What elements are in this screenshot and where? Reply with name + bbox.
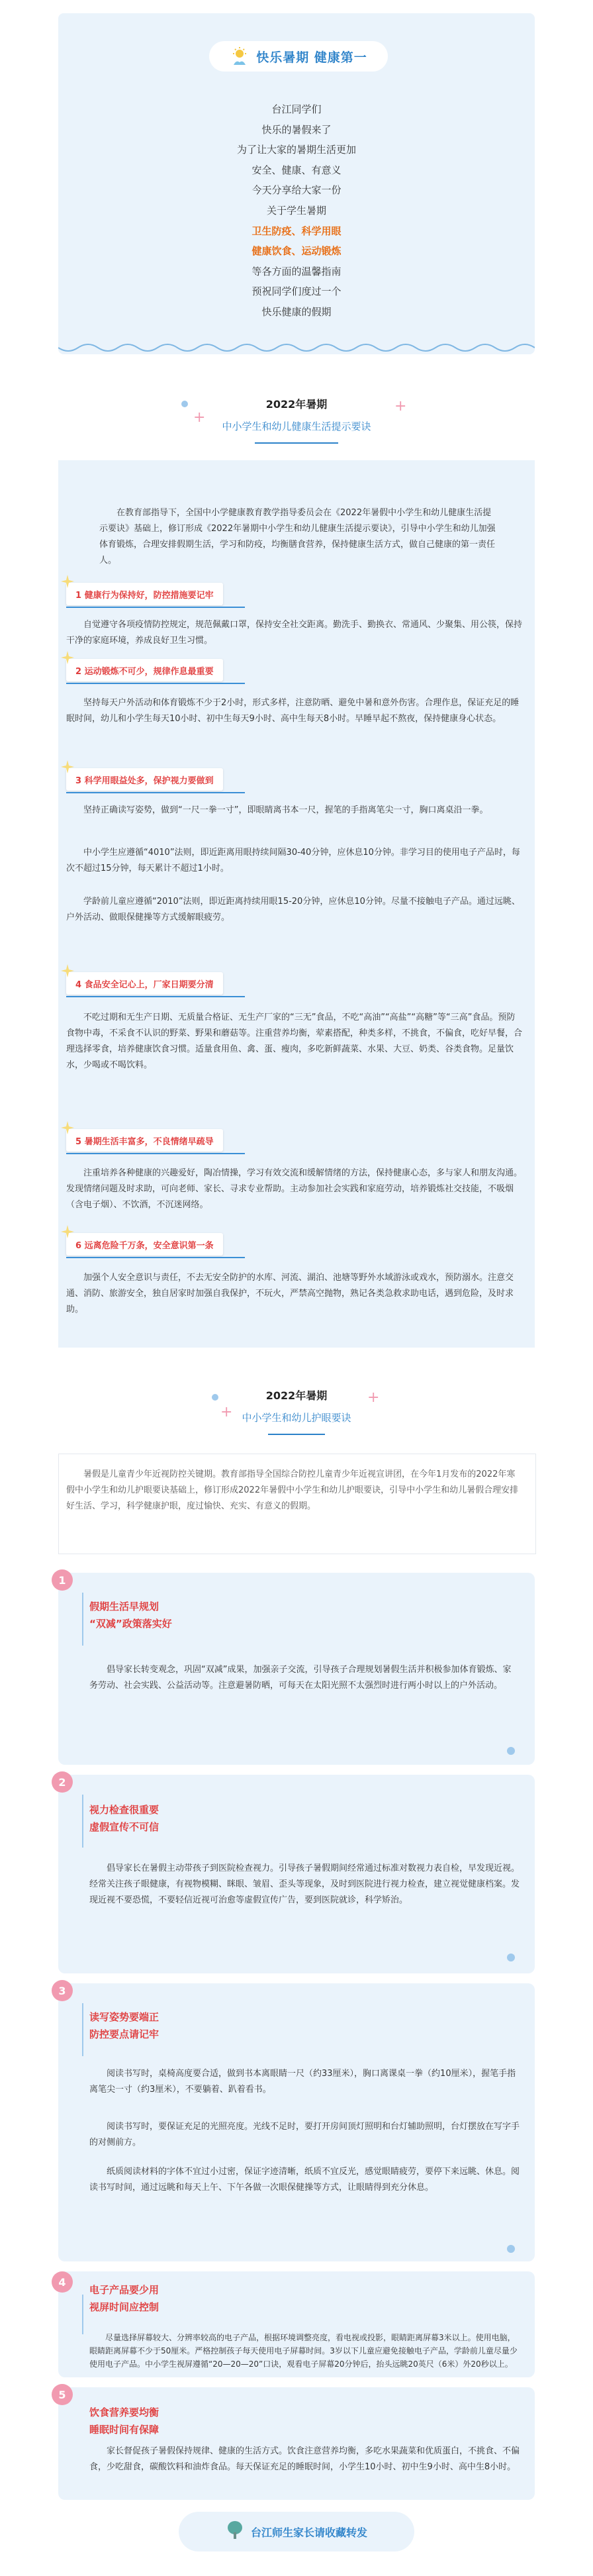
section1-subtitle: 中小学生和幼儿健康生活提示要诀 xyxy=(222,421,371,432)
intro-line: 关于学生暑期 xyxy=(266,204,326,217)
sun-icon xyxy=(230,46,250,66)
plus-decor-icon: + xyxy=(367,1389,380,1406)
footer-pill xyxy=(179,2512,414,2551)
star-icon xyxy=(60,573,75,592)
section2-year: 2022年暑期 xyxy=(265,1389,328,1402)
title-underline xyxy=(268,1434,325,1435)
title-pill xyxy=(209,41,388,72)
intro-lines xyxy=(58,99,535,322)
star-icon xyxy=(60,963,75,981)
timeline-line xyxy=(82,2295,83,2334)
timeline-line xyxy=(82,2003,83,2056)
eye-heading-line: 饮食营养要均衡 xyxy=(89,2406,160,2418)
item-body: 加强个人安全意识与责任，不去无安全防护的水库、河流、湖泊、池塘等野外水域游泳或戏水，预防溺水。注意交通、消防、旅游安全，独自居家时加强自我保护，不玩火，严禁高空抛物，熟记各类急救求助电话，遇到危险，及时求助。 xyxy=(66,1273,514,1314)
eye-heading-line: 电子产品要少用 xyxy=(89,2284,160,2296)
item-title: 5 暑期生活丰富多，不良情绪早疏导 xyxy=(75,1136,214,1147)
item-body: 注重培养各种健康的兴趣爱好，陶冶情操，学习有效交流和缓解情绪的方法，保持健康心态，多与家人和朋友沟通。发现情绪问题及时求助，可向老师、家长、寻求专业帮助。主动参加社会实践和家庭劳动，培养锻炼社交技能，不吸烟（含电子烟）、不饮酒，不沉迷网络。 xyxy=(66,1168,523,1210)
eye-body: 倡导家长在暑假主动带孩子到医院检查视力。引导孩子暑假期间经常通过标准对数视力表自检，早发现近视。经常关注孩子眼健康，有视物模糊、眯眼、皱眉、歪头等现象，及时到医院进行视力检查，建立视觉健康档案。发现近视不要恐慌，不要轻信近视可治愈等虚假宣传广告，要到医院就诊，科学矫治。 xyxy=(89,1863,520,1905)
intro-line: 安全、健康、有意义 xyxy=(251,164,342,176)
item-tag xyxy=(66,659,223,681)
footer-text: 台江师生家长请收藏转发 xyxy=(250,2526,367,2539)
tag-underline xyxy=(66,1257,245,1258)
star-icon xyxy=(60,650,75,668)
tree-icon xyxy=(226,2520,244,2543)
eye-body: 家长督促孩子暑假保持规律、健康的生活方式。饮食注意营养均衡，多吃水果蔬菜和优质蛋白，不挑食、不偏食，少吃甜食，碳酸饮料和油炸食品。每天保证充足的睡眠时间，小学生10小时、初中生9小时、高中生8小时。 xyxy=(89,2446,520,2472)
item-title: 6 远离危险千万条，安全意识第一条 xyxy=(75,1240,214,1251)
plus-decor-icon: + xyxy=(193,409,206,426)
timeline-line xyxy=(82,1795,83,1848)
item-tag xyxy=(66,768,223,791)
item-body: 学龄前儿童应遵循“2010”法则，即近距离持续用眼15-20分钟，应休息10分钟。尽量不接触电子产品。通过远眺、户外活动、做眼保健操等方式缓解眼疲劳。 xyxy=(66,897,520,922)
eye-body: 倡导家长转变观念，巩固“双减”成果，加强亲子交流，引导孩子合理规划暑假生活并积极参加体育锻炼、家务劳动、社会实践、公益活动等。注意避暑防晒，可每天在太阳光照不太强烈时进行两小时以上的户外活动。 xyxy=(89,1665,512,1691)
intro-line: 为了让大家的暑期生活更加 xyxy=(236,144,356,156)
timeline-line xyxy=(82,1593,83,1646)
section1-intro: 在教育部指导下，全国中小学健康教育教学指导委员会在《2022年暑假中小学生和幼儿健康生活提示要诀》基础上，修订形成《2022年暑期中小学生和幼儿健康生活提示要诀》，引导中小学生和幼儿加强体育锻炼，合理安排假期生活，学习和防疫，均衡膳食营养，保持健康生活方式，做自己健康的第一责任人。 xyxy=(99,508,496,566)
eye-heading-line: 视力检查很重要 xyxy=(89,1804,160,1816)
item-body: 坚持正确读写姿势，做到“一尺一拳一寸”，即眼睛离书本一尺，握笔的手指离笔尖一寸，胸口离桌沿一拳。 xyxy=(83,805,488,815)
tag-underline xyxy=(66,607,245,608)
star-icon xyxy=(60,1120,75,1138)
item-body: 自觉遵守各项疫情防控规定，规范佩戴口罩，保持安全社交距离。勤洗手、勤换衣、常通风、少聚集、用公筷，保持干净的家庭环境，养成良好卫生习惯。 xyxy=(66,620,523,646)
timeline-dot xyxy=(507,1954,515,1961)
intro-line: 等各方面的温馨指南 xyxy=(251,265,342,277)
item-tag xyxy=(66,1233,223,1256)
eye-heading-line: 假期生活早规划 xyxy=(89,1601,160,1612)
star-icon xyxy=(60,759,75,777)
page-title: 快乐暑期 健康第一 xyxy=(256,50,367,65)
number-badge: 2 xyxy=(52,1771,73,1793)
item-title: 3 科学用眼益处多，保护视力要做到 xyxy=(75,775,214,786)
number-badge: 5 xyxy=(52,2384,73,2405)
eye-heading-line: 读写姿势要端正 xyxy=(89,2011,160,2023)
star-icon xyxy=(60,1224,75,1242)
timeline-dot xyxy=(507,2245,515,2253)
tag-underline xyxy=(66,1153,245,1154)
item-body: 中小学生应遵循“4010”法则，即近距离用眼持续间隔30-40分钟，应休息10分钟。非学习目的使用电子产品时，每次不超过15分钟，每天累计不超过1小时。 xyxy=(66,848,520,873)
wave-divider xyxy=(58,341,535,361)
intro-line: 快乐健康的假期 xyxy=(261,305,332,318)
eye-heading-line: 虚假宣传不可信 xyxy=(89,1821,160,1833)
item-title: 2 运动锻炼不可少，规律作息最重要 xyxy=(75,666,214,677)
eye-heading xyxy=(89,2281,159,2316)
item-tag xyxy=(66,583,223,605)
intro-line: 预祝同学们度过一个 xyxy=(251,285,342,298)
number-badge: 4 xyxy=(52,2271,73,2293)
item-tag xyxy=(66,1129,223,1152)
intro-line-emphasis: 健康饮食、运动锻炼 xyxy=(251,245,342,258)
item-body: 不吃过期和无生产日期、无质量合格证、无生产厂家的“三无”食品，不吃“高油”“高盐”“高糖”等“三高”食品。预防食物中毒，不采食不认识的野菜、野果和蘑菇等。注重营养均衡，荤素搭配，种类多样，不挑食，不偏食，吃好早餐，合理选择零食，培养健康饮食习惯。适量食用鱼、禽、蛋、瘦肉，多吃新鲜蔬菜、水果、大豆、奶类、谷类食物。足量饮水，少喝或不喝饮料。 xyxy=(66,1013,523,1070)
eye-heading-line: “双减”政策落实好 xyxy=(89,1618,172,1630)
intro-line: 今天分享给大家一份 xyxy=(251,184,342,197)
item-title: 4 食品安全记心上，厂家日期要分清 xyxy=(75,979,214,990)
number-badge: 3 xyxy=(52,1980,73,2001)
item-title: 1 健康行为保持好，防控措施要记牢 xyxy=(75,590,214,601)
section2-intro: 暑假是儿童青少年近视防控关键期。教育部指导全国综合防控儿童青少年近视宣讲团，在今年1月发布的2022年寒假中小学生和幼儿护眼要诀基础上，修订形成2022年暑假中小学生和幼儿护眼要诀，引导中小学生和幼儿暑假合理安排好生活、学习，科学健康护眼，度过愉快、充实、有意义的假期。 xyxy=(66,1469,519,1511)
eye-body: 尽量选择屏幕较大、分辨率较高的电子产品，根据环境调整亮度，看电视或投影，眼睛距离屏幕3米以上。使用电脑，眼睛距离屏幕不少于50厘米。严格控制孩子每天使用电子屏幕时间。3岁以下儿童应避免接触电子产品，学龄前儿童尽量少使用电子产品。中小学生视屏遵循“20—20—20”口诀，观看电子屏幕20分钟后，抬头远眺20英尺（6米）外20秒以上。 xyxy=(89,2333,518,2369)
section1-year: 2022年暑期 xyxy=(265,398,328,411)
item-tag xyxy=(66,972,223,995)
eye-heading xyxy=(89,1598,172,1632)
section1-title xyxy=(0,396,593,433)
intro-line: 快乐的暑假来了 xyxy=(261,123,332,136)
eye-heading xyxy=(89,2404,159,2438)
eye-heading xyxy=(89,1801,159,1836)
eye-body: 纸质阅读材料的字体不宜过小过密，保证字迹清晰，纸质不宜反光，感觉眼睛疲劳，要停下来远眺、休息。阅读书写时间，通过远眺和每天上午、下午各做一次眼保健操等方式，让眼睛得到充分休息。 xyxy=(89,2167,520,2193)
number-badge: 1 xyxy=(52,1569,73,1591)
eye-heading-line: 睡眠时间有保障 xyxy=(89,2424,160,2436)
eye-body: 阅读书写时，要保证充足的光照亮度。光线不足时，要打开房间顶灯照明和台灯辅助照明，台灯摆放在写字手的对侧前方。 xyxy=(89,2122,520,2148)
plus-decor-icon: + xyxy=(220,1404,233,1420)
intro-line: 台江同学们 xyxy=(271,103,322,115)
timeline-dot xyxy=(507,1747,515,1755)
eye-heading-line: 防控要点请记牢 xyxy=(89,2028,160,2040)
plus-decor-icon: + xyxy=(394,398,407,415)
tag-underline xyxy=(66,792,245,793)
intro-line-emphasis: 卫生防疫、科学用眼 xyxy=(251,224,342,237)
tag-underline xyxy=(66,996,245,997)
eye-heading xyxy=(89,2008,159,2043)
section2-subtitle: 中小学生和幼儿护眼要诀 xyxy=(242,1412,351,1424)
title-underline xyxy=(255,442,338,444)
eye-body: 阅读书写时，桌椅高度要合适，做到书本离眼睛一尺（约33厘米），胸口离课桌一拳（约10厘米），握笔手指离笔尖一寸（约3厘米），不要躺着、趴着看书。 xyxy=(89,2069,516,2095)
eye-heading-line: 视屏时间应控制 xyxy=(89,2301,160,2313)
item-body: 坚持每天户外活动和体育锻炼不少于2小时，形式多样，注意防晒、避免中暑和意外伤害。合理作息，保证充足的睡眠时间，幼儿和小学生每天10小时、初中生每天9小时、高中生每天8小时。早睡早起不熬夜，保持健康身心状态。 xyxy=(66,698,520,724)
section2-title xyxy=(0,1387,593,1424)
tag-underline xyxy=(66,683,245,684)
